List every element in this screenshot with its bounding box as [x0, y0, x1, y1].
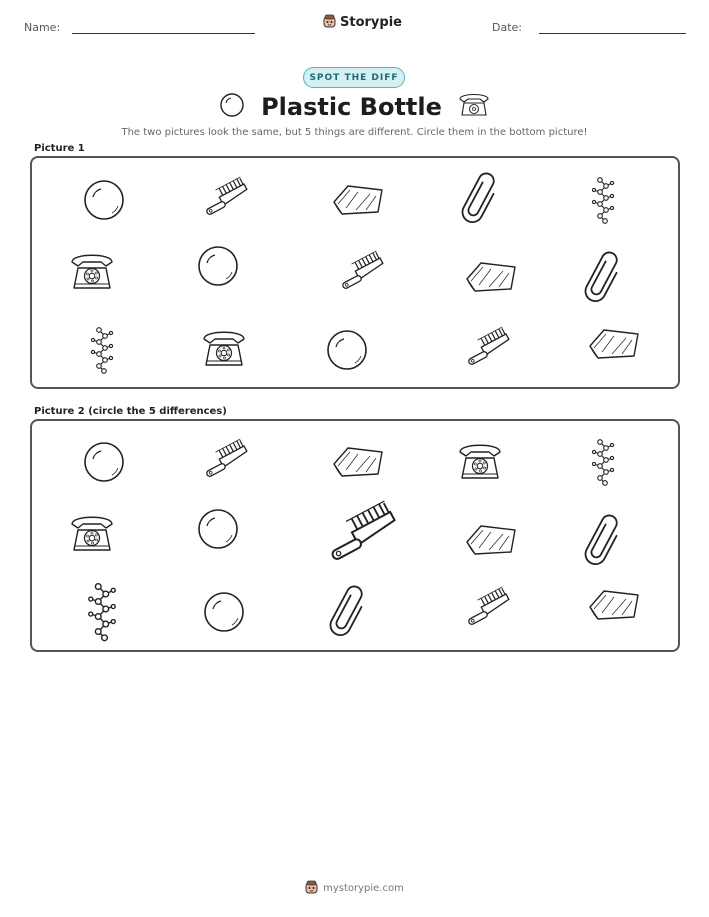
picture1-comb-icon[interactable]: [462, 325, 514, 369]
picture2-paperclip-icon[interactable]: [585, 515, 621, 565]
picture1-cloth-icon[interactable]: [330, 180, 386, 220]
picture2-cloth-icon[interactable]: [463, 520, 519, 560]
footer: [0, 879, 709, 898]
picture1-bubble-icon[interactable]: [197, 245, 239, 287]
picture1-comb-icon[interactable]: [200, 175, 252, 219]
picture1-paperclip-icon[interactable]: [585, 252, 621, 302]
picture1-molecule-icon[interactable]: [591, 174, 615, 226]
instructions: The two pictures look the same, but 5 things are different. Circle them in the bottom picture!: [121, 127, 588, 138]
storypie-mascot-icon: [323, 13, 336, 32]
picture2-molecule-icon[interactable]: [591, 436, 615, 488]
bubble-icon: [219, 92, 245, 122]
picture1-label: Picture 1: [34, 143, 85, 154]
picture2-comb-icon[interactable]: [322, 498, 403, 566]
brand-name: Storypie: [340, 15, 402, 30]
picture2-bubble-icon[interactable]: [83, 441, 125, 483]
picture1-paperclip-icon[interactable]: [462, 173, 498, 223]
footer-url: mystorypie.com: [323, 883, 404, 894]
title-row: [0, 90, 709, 124]
picture1-comb-icon[interactable]: [336, 249, 388, 293]
picture2-telephone-icon[interactable]: [68, 513, 116, 555]
picture1-bubble-icon[interactable]: [83, 179, 125, 221]
picture2-cloth-icon[interactable]: [330, 442, 386, 482]
picture2-comb-icon[interactable]: [200, 437, 252, 481]
picture1-bubble-icon[interactable]: [326, 329, 368, 371]
storypie-mascot-icon: [305, 879, 318, 898]
picture2-comb-icon[interactable]: [462, 585, 514, 629]
picture1-telephone-icon[interactable]: [200, 328, 248, 370]
picture2-paperclip-icon[interactable]: [330, 586, 366, 636]
picture2-cloth-icon[interactable]: [586, 585, 642, 625]
picture1-telephone-icon[interactable]: [68, 251, 116, 293]
date-line[interactable]: [539, 33, 686, 34]
spot-the-diff-badge: SPOT THE DIFF: [303, 67, 405, 88]
picture1-cloth-icon[interactable]: [586, 324, 642, 364]
brand-logo: [323, 13, 402, 32]
name-label: Name:: [24, 21, 61, 34]
worksheet-header: [0, 0, 709, 50]
picture2-label: Picture 2 (circle the 5 differences): [34, 406, 227, 417]
picture2-molecule-icon[interactable]: [87, 579, 117, 644]
picture2-telephone-icon[interactable]: [456, 441, 504, 483]
page-title: Plastic Bottle: [261, 93, 442, 121]
picture1-molecule-icon[interactable]: [90, 324, 114, 376]
picture1-cloth-icon[interactable]: [463, 257, 519, 297]
date-label: Date:: [492, 21, 522, 34]
name-line[interactable]: [72, 33, 255, 34]
picture2-bubble-icon[interactable]: [203, 591, 245, 633]
picture2-bubble-icon[interactable]: [197, 508, 239, 550]
telephone-icon: [458, 91, 490, 123]
